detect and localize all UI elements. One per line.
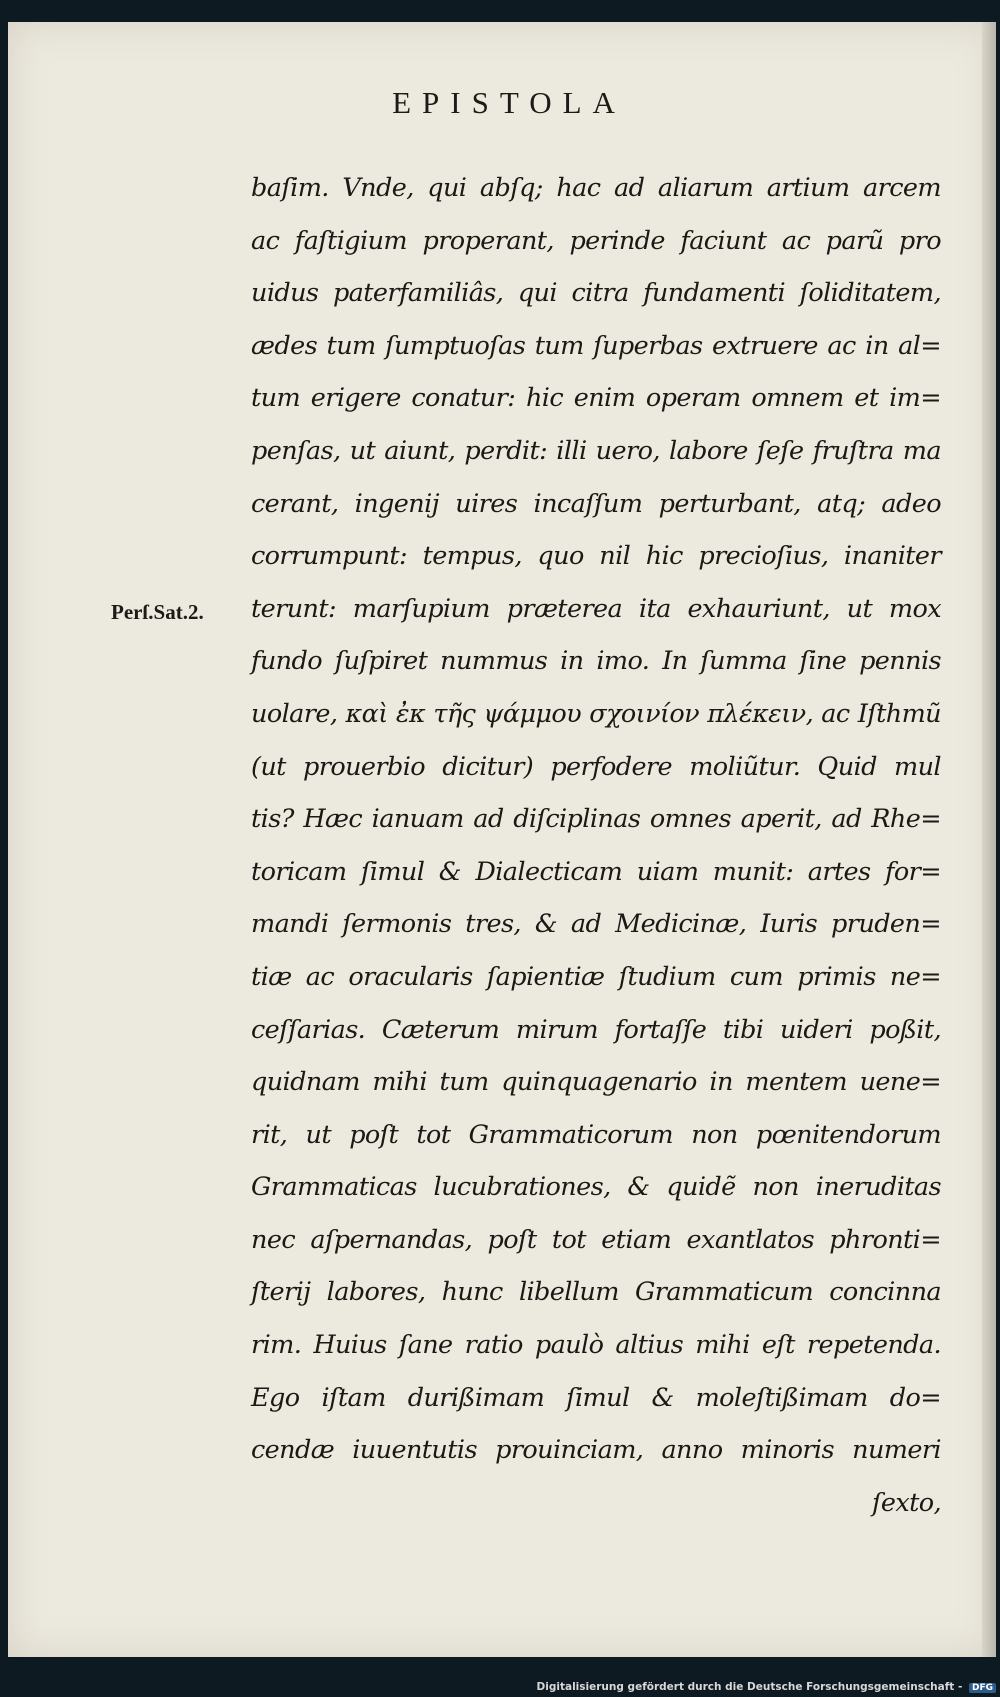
body-text xyxy=(251,162,941,1529)
text-line: ædes tum ſumptuoſas tum ſuperbas extruere ac in al= xyxy=(251,330,941,361)
text-line: toricam ſimul & Dialecticam uiam munit: artes for= xyxy=(251,856,941,887)
text-line: cerant, ingenij uires incaſſum perturbant, atq; adeo xyxy=(251,488,941,519)
text-line: penſas, ut aiunt, perdit: illi uero, labore ſeſe fruſtra ma xyxy=(251,435,941,466)
text-line: tiæ ac oracularis ſapientiæ ſtudium cum primis ne= xyxy=(251,961,941,992)
text-line: nec aſpernandas, poſt tot etiam exantlatos phronti= xyxy=(251,1224,941,1255)
text-line: (ut prouerbio dicitur) perfodere moliũtur. Quid mul xyxy=(251,751,941,782)
page-heading: EPISTOLA xyxy=(392,85,626,120)
dfg-logo: DFG xyxy=(969,1683,996,1693)
text-line: corrumpunt: tempus, quo nil hic precioſius, inaniter xyxy=(251,541,941,572)
text-line: baſim. Vnde, qui abſq; hac ad aliarum artium arcem xyxy=(251,173,941,203)
text-line: cendæ iuuentutis prouinciam, anno minoris numeri xyxy=(251,1435,941,1466)
footer-credit xyxy=(537,1681,996,1693)
text-line: Ego iſtam durißimam ſimul & moleſtißimam do= xyxy=(251,1382,941,1413)
text-line: uolare, καὶ ἐκ τῆς ψάμμου σχοινίον πλέκειν, ac Iſthmũ xyxy=(251,698,941,729)
text-line: ſterij labores, hunc libellum Grammaticum concinna xyxy=(251,1277,941,1308)
text-line: rit, ut poſt tot Grammaticorum non pœnitendorum xyxy=(251,1119,941,1150)
text-line: fundo ſuſpiret nummus in imo. In ſumma ſine pennis xyxy=(251,646,941,677)
footer-credit-text: Digitalisierung gefördert durch die Deutsche Forschungsgemeinschaft - xyxy=(536,1681,963,1693)
text-line: terunt: marſupium præterea ita exhauriunt, ut mox xyxy=(251,593,941,624)
page-gutter xyxy=(982,22,996,1657)
text-line: rim. Huius ſane ratio paulò altius mihi eſt repetenda. xyxy=(251,1330,941,1361)
text-line: ſexto, xyxy=(871,1487,941,1518)
text-line: Grammaticas lucubrationes, & quidẽ non ineruditas xyxy=(251,1172,941,1203)
text-line: ac faſtigium properant, perinde faciunt ac parũ pro xyxy=(251,225,941,256)
text-line: quidnam mihi tum quinquagenario in mentem uene= xyxy=(251,1067,941,1098)
text-line: uidus paterfamiliâs, qui citra fundamenti ſoliditatem, xyxy=(251,278,941,309)
text-line: mandi ſermonis tres, & ad Medicinæ, Iuris pruden= xyxy=(251,909,941,940)
margin-note: Perſ.Sat.2. xyxy=(111,600,204,624)
text-line: ceſſarias. Cæterum mirum fortaſſe tibi uideri poßit, xyxy=(251,1014,941,1045)
text-line: tum erigere conatur: hic enim operam omnem et im= xyxy=(251,383,941,414)
text-line: tis? Hæc ianuam ad diſciplinas omnes aperit, ad Rhe= xyxy=(251,804,941,835)
